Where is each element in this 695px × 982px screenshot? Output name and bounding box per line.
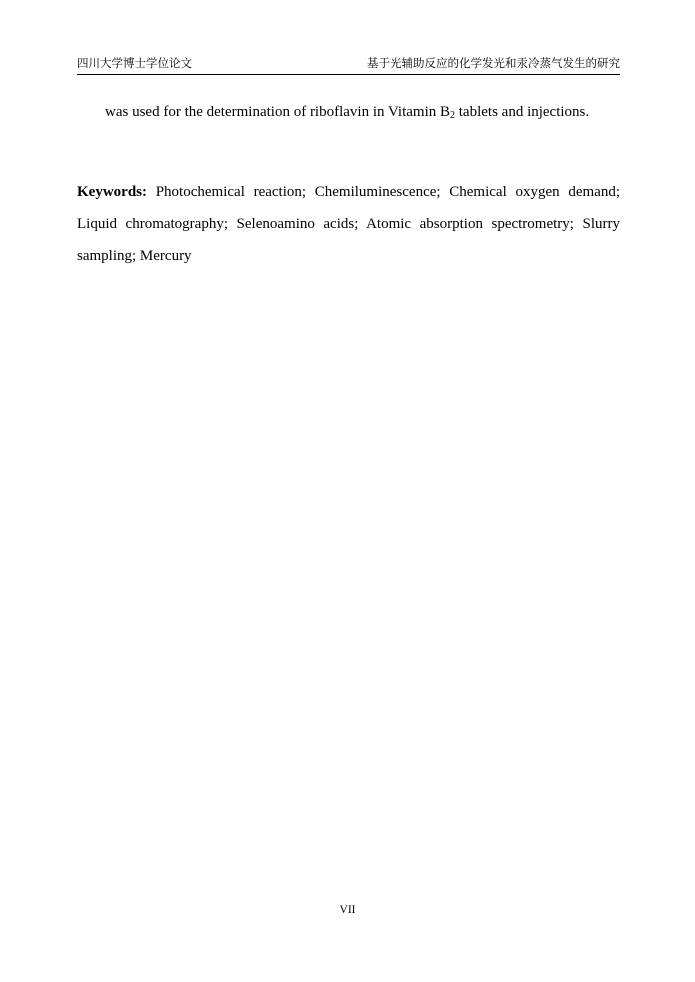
keywords-label: Keywords: [77,184,147,200]
keywords-line-1 [77,183,620,201]
keywords-text-3: sampling; Mercury [77,248,192,264]
keywords-text-1: Photochemical reaction; Chemiluminescence; Chemical oxygen demand; [147,184,620,200]
keywords-section [77,183,620,279]
paragraph-subscript: 2 [450,110,455,121]
keywords-line-2 [77,215,620,233]
keywords-text-2: Liquid chromatography; Selenoamino acids; Atomic absorption spectrometry; Slurry [77,216,620,232]
paragraph-text-after-subscript: tablets and injections. [455,104,590,120]
header-university-title: 四川大学博士学位论文 [77,58,192,70]
paragraph-text-before-subscript: was used for the determination of riboflavin in Vitamin B [105,104,450,120]
running-header [77,54,620,75]
keywords-line-3 [77,247,620,265]
page-number: VII [339,904,356,916]
abstract-paragraph-end [77,103,620,121]
header-thesis-title: 基于光辅助反应的化学发光和汞冷蒸气发生的研究 [367,58,620,70]
